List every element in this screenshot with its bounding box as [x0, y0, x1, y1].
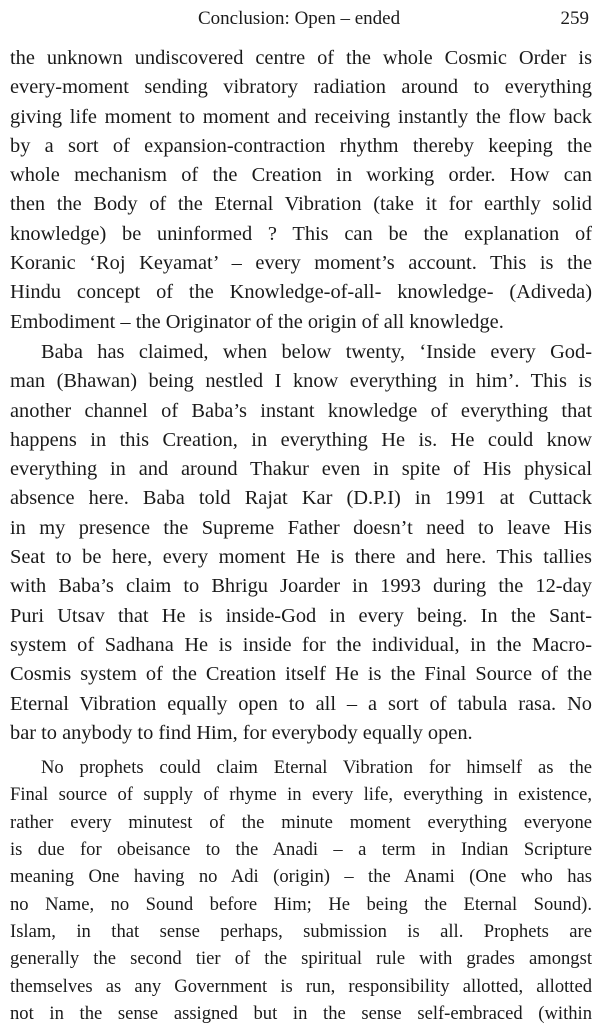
- text-line: Hindu concept of the Knowledge-of-all- knowledge- (Adiveda): [10, 281, 592, 304]
- text-line: Islam, in that sense perhaps, submission is all. Prophets are: [10, 920, 592, 942]
- paragraph-3: [10, 754, 592, 1027]
- text-line: rather every minutest of the minute moment everything everyone: [10, 811, 592, 833]
- text-line: the unknown undiscovered centre of the whole Cosmic Order is: [10, 47, 592, 69]
- text-line: Eternal Vibration equally open to all – a sort of tabula rasa. No: [10, 692, 592, 715]
- paragraph-1: [10, 44, 592, 337]
- text-line: Koranic ‘Roj Keyamat’ – every moment’s account. This is the: [10, 252, 592, 275]
- body-text: [10, 44, 592, 1027]
- text-line: man (Bhawan) being nestled I know everything in him’. This is: [10, 370, 592, 393]
- text-line: No prophets could claim Eternal Vibration for himself as the: [41, 757, 592, 779]
- text-line: Final source of supply of rhyme in every life, everything in existence,: [10, 784, 592, 806]
- text-line: not in the sense assigned but in the sense self-embraced (within: [10, 1002, 592, 1024]
- text-line: every-moment sending vibratory radiation around to everything: [10, 76, 592, 99]
- text-line: happens in this Creation, in everything He is. He could know: [10, 428, 592, 451]
- text-line: is due for obeisance to the Anadi – a term in Indian Scripture: [10, 839, 592, 861]
- page-number: 259: [560, 8, 589, 29]
- text-line: with Baba’s claim to Bhrigu Joarder in 1993 during the 12-day: [10, 575, 592, 598]
- paragraph-2: [10, 338, 592, 748]
- text-line: whole mechanism of the Creation in working order. How can: [10, 164, 592, 187]
- running-header: [0, 6, 600, 32]
- text-line: another channel of Baba’s instant knowledge of everything that: [10, 399, 592, 422]
- text-line: generally the second tier of the spiritual rule with grades amongst: [10, 948, 592, 970]
- text-line: knowledge) be uninformed ? This can be the explanation of: [10, 222, 592, 245]
- text-line: Puri Utsav that He is inside-God in every being. In the Sant-: [10, 604, 592, 627]
- text-line: absence here. Baba told Rajat Kar (D.P.I) in 1991 at Cuttack: [10, 487, 592, 510]
- text-line: giving life moment to moment and receiving instantly the flow back: [10, 105, 592, 128]
- text-line: system of Sadhana He is inside for the individual, in the Macro-: [10, 633, 592, 656]
- text-line: Seat to be here, every moment He is there and here. This tallies: [10, 546, 592, 569]
- text-line: meaning One having no Adi (origin) – the Anami (One who has: [10, 866, 592, 888]
- running-title: Conclusion: Open – ended: [198, 8, 401, 29]
- text-line: bar to anybody to find Him, for everybody equally open.: [10, 721, 473, 744]
- text-line: Cosmis system of the Creation itself He is the Final Source of the: [10, 663, 592, 686]
- text-line: by a sort of expansion-contraction rhythm thereby keeping the: [10, 134, 592, 157]
- text-line: then the Body of the Eternal Vibration (take it for earthly solid: [10, 193, 592, 216]
- text-line: in my presence the Supreme Father doesn’t need to leave His: [10, 516, 592, 539]
- text-line: Baba has claimed, when below twenty, ‘Inside every God-: [41, 340, 592, 363]
- text-line: Embodiment – the Originator of the origin of all knowledge.: [10, 310, 504, 333]
- text-line: themselves as any Government is run, responsibility allotted, allotted: [10, 975, 592, 997]
- text-line: no Name, no Sound before Him; He being the Eternal Sound).: [10, 893, 592, 915]
- text-line: everything in and around Thakur even in spite of His physical: [10, 458, 592, 481]
